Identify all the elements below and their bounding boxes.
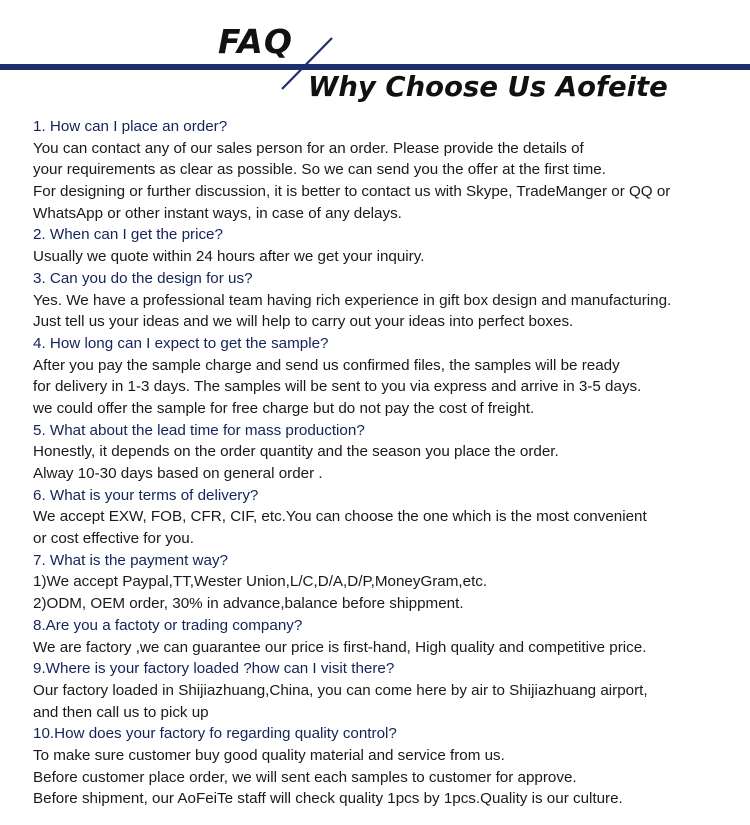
faq-question: 8.Are you a factoty or trading company? [33,616,303,634]
faq-item [33,615,745,658]
faq-item [33,268,745,333]
faq-question: 4. How long can I expect to get the sample? [33,334,329,352]
faq-answer-line: Yes. We have a professional team having rich experience in gift box design and manufacturing. [33,291,672,309]
faq-item [33,485,745,550]
faq-answer-line: 2)ODM, OEM order, 30% in advance,balance before shippment. [33,595,464,613]
faq-item [33,723,745,810]
faq-answer-line: We accept EXW, FOB, CFR, CIF, etc.You can choose the one which is the most convenient [33,508,647,526]
faq-title: FAQ [218,22,293,61]
faq-answer-line: Our factory loaded in Shijiazhuang,China, you can come here by air to Shijiazhuang airport, [33,681,648,699]
faq-item [33,550,745,615]
faq-answer-line: your requirements as clear as possible. So we can send you the offer at the first time. [33,161,606,179]
faq-answer-line: Honestly, it depends on the order quantity and the season you place the order. [33,443,559,461]
faq-item [33,116,745,224]
faq-question: 1. How can I place an order? [33,118,228,135]
faq-header [0,0,750,115]
faq-item [33,224,745,267]
faq-answer-line: You can contact any of our sales person for an order. Please provide the details of [33,139,584,157]
faq-answer-line: for delivery in 1-3 days. The samples will be sent to you via express and arrive in 3-5 days. [33,378,642,396]
faq-list [33,116,745,810]
faq-answer-line: Usually we quote within 24 hours after we get your inquiry. [33,248,425,266]
faq-answer-line: To make sure customer buy good quality material and service from us. [33,746,505,764]
faq-question: 6. What is your terms of delivery? [33,486,259,504]
faq-answer-line: we could offer the sample for free charge but do not pay the cost of freight. [33,399,535,417]
faq-answer-line: We are factory ,we can guarantee our price is first-hand, High quality and competitive price. [33,638,647,656]
faq-answer-line: WhatsApp or other instant ways, in case of any delays. [33,204,402,222]
faq-question: 9.Where is your factory loaded ?how can I visit there? [33,660,395,678]
faq-question: 10.How does your factory fo regarding quality control? [33,725,397,743]
faq-question: 2. When can I get the price? [33,226,223,244]
faq-answer-line: Before shipment, our AoFeiTe staff will check quality 1pcs by 1pcs.Quality is our culture. [33,790,623,808]
faq-answer-line: and then call us to pick up [33,703,209,721]
faq-item [33,420,745,485]
faq-answer-line: After you pay the sample charge and send us confirmed files, the samples will be ready [33,356,620,374]
faq-question: 7. What is the payment way? [33,551,228,569]
faq-answer-line: or cost effective for you. [33,530,194,548]
faq-item [33,658,745,723]
faq-answer-line: Alway 10-30 days based on general order . [33,465,323,482]
faq-answer-line: For designing or further discussion, it is better to contact us with Skype, TradeManger or QQ or [33,183,671,201]
faq-subtitle: Why Choose Us Aofeite [308,71,668,103]
faq-item [33,333,745,420]
faq-question: 5. What about the lead time for mass production? [33,421,365,439]
faq-answer-line: Before customer place order, we will sent each samples to customer for approve. [33,768,577,786]
faq-answer-line: Just tell us your ideas and we will help to carry out your ideas into perfect boxes. [33,313,574,331]
faq-answer-line: 1)We accept Paypal,TT,Wester Union,L/C,D/A,D/P,MoneyGram,etc. [33,573,488,591]
faq-question: 3. Can you do the design for us? [33,269,253,287]
